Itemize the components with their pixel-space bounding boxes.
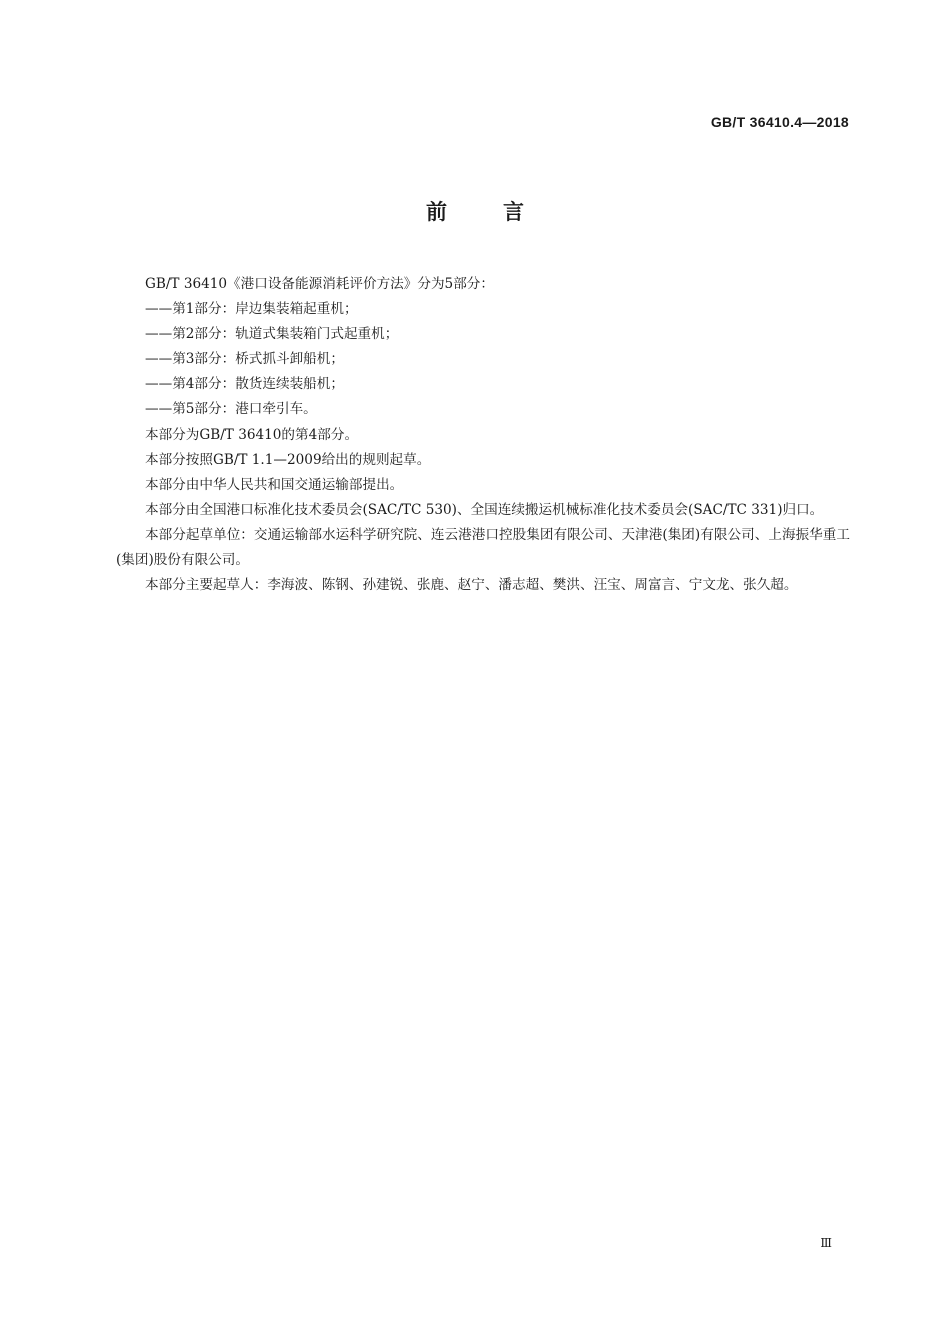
list-item-part-2: ——第2部分：轨道式集装箱门式起重机； — [145, 326, 399, 343]
foreword-body — [116, 272, 850, 598]
list-item-part-5: ——第5部分：港口牵引车。 — [145, 401, 317, 418]
list-item-part-4: ——第4部分：散货连续装船机； — [145, 376, 344, 393]
paragraph-committee: 本部分由全国港口标准化技术委员会(SAC/TC 530)、全国连续搬运机械标准化技术委员会(SAC/TC 331)归口。 — [145, 501, 824, 518]
list-item-part-3: ——第3部分：桥式抓斗卸船机； — [145, 351, 344, 368]
paragraph-parts-intro: GB/T 36410《港口设备能源消耗评价方法》分为5部分： — [145, 276, 494, 292]
paragraph-part-number: 本部分为GB/T 36410的第4部分。 — [145, 426, 359, 443]
page-title: 前言 — [426, 200, 580, 224]
standard-code: GB/T 36410.4—2018 — [710, 114, 849, 130]
paragraph-drafters: 本部分主要起草人：李海波、陈钢、孙建锐、张鹿、赵宁、潘志超、樊洪、汪宝、周富言、宁文龙、张久超。 — [145, 577, 798, 594]
list-item-part-1: ——第1部分：岸边集装箱起重机； — [145, 301, 358, 318]
page-number: Ⅲ — [820, 1236, 832, 1250]
paragraph-drafting-rules: 本部分按照GB/T 1.1—2009给出的规则起草。 — [145, 451, 431, 468]
paragraph-drafting-units: 本部分起草单位：交通运输部水运科学研究院、连云港港口控股集团有限公司、天津港(集团)有限公司、上海振华重工(集团)股份有限公司。 — [116, 526, 850, 569]
paragraph-proposer: 本部分由中华人民共和国交通运输部提出。 — [145, 476, 404, 493]
